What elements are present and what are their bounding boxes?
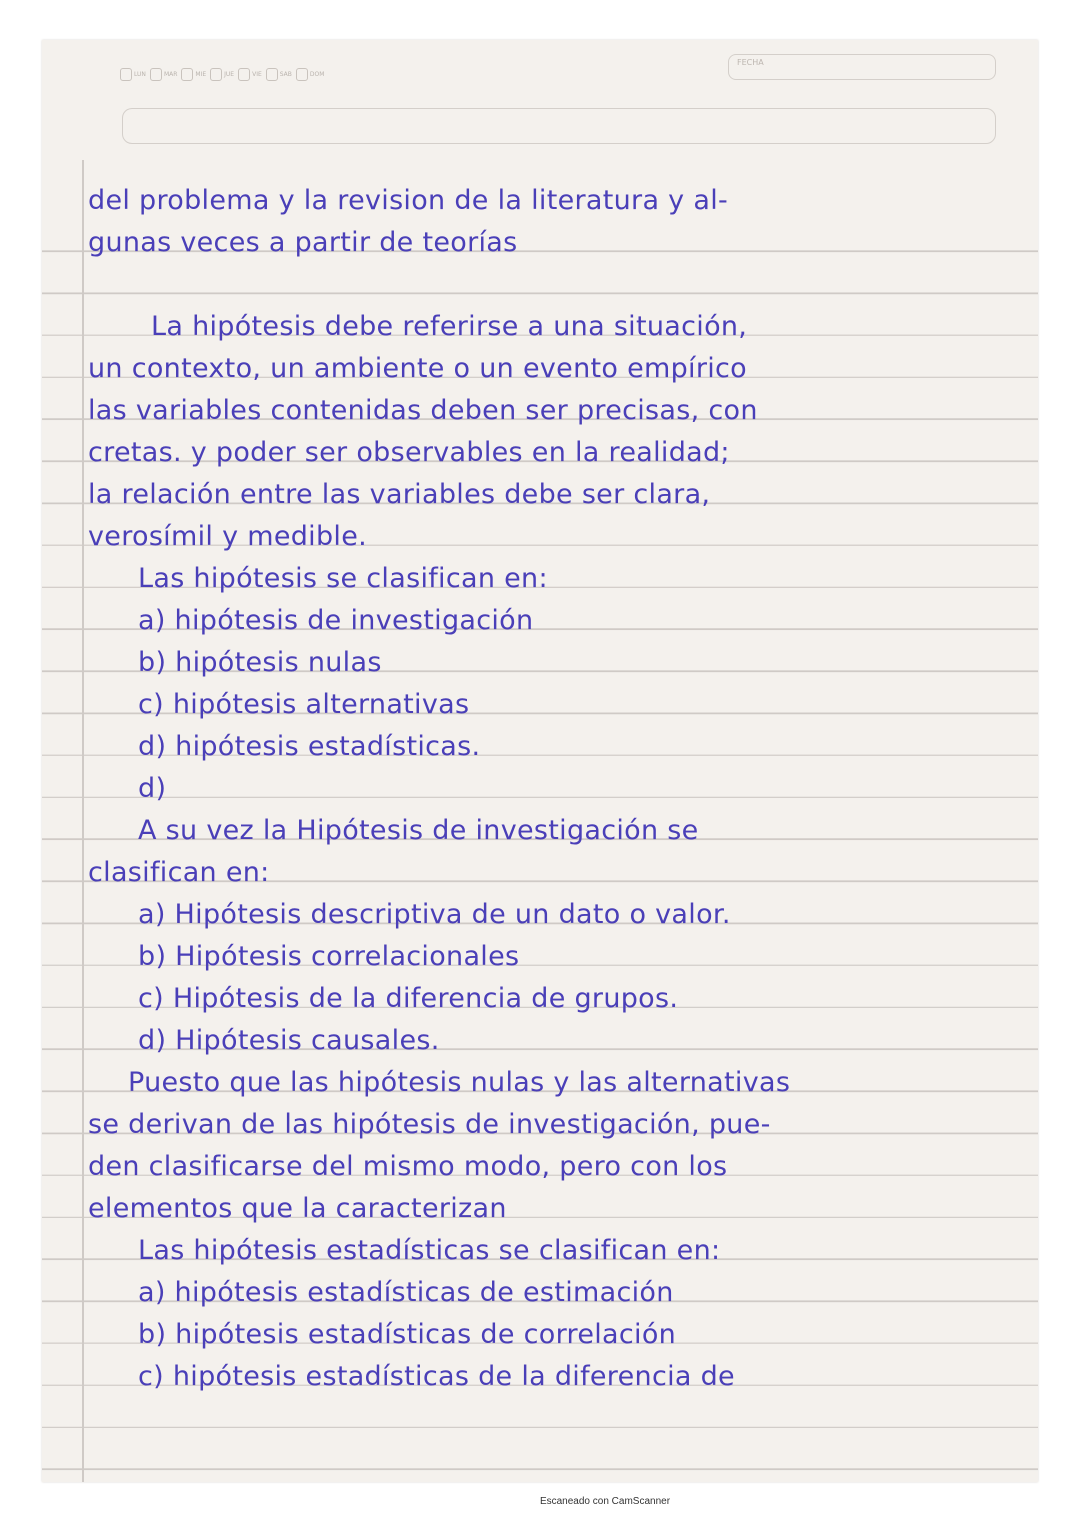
text-line: den clasificarse del mismo modo, pero con los [88, 1151, 728, 1182]
list-item: c) hipótesis estadísticas de la diferencia de [138, 1361, 735, 1392]
day-label: LUN [134, 71, 146, 78]
text-line: Puesto que las hipótesis nulas y las alternativas [128, 1067, 791, 1098]
text-line: La hipótesis debe referirse a una situación, [151, 311, 748, 342]
list-item: d) hipótesis estadísticas. [138, 731, 481, 762]
list-item: a) Hipótesis descriptiva de un dato o valor. [138, 899, 731, 930]
date-field [728, 54, 996, 80]
text-line: las variables contenidas deben ser precisas, con [88, 395, 758, 426]
day-checkbox [296, 68, 325, 81]
weekday-checkboxes [120, 68, 324, 81]
text-line: verosímil y medible. [88, 521, 368, 552]
list-item: d) [138, 773, 167, 804]
text-line: elementos que la caracterizan [88, 1193, 507, 1224]
day-label: DOM [309, 71, 325, 78]
day-label: JUE [224, 71, 235, 78]
title-field [122, 108, 996, 144]
list-item: c) Hipótesis de la diferencia de grupos. [138, 983, 679, 1014]
day-checkbox [120, 68, 146, 81]
day-checkbox [266, 68, 292, 81]
day-label: MAR [163, 71, 178, 78]
text-line: un contexto, un ambiente o un evento empírico [88, 353, 747, 384]
day-checkbox [210, 68, 234, 81]
day-label: SAB [279, 71, 292, 78]
date-label: FECHA [737, 58, 764, 67]
list-item: b) hipótesis nulas [138, 647, 382, 678]
scanner-watermark [0, 1496, 1080, 1507]
day-label: VIE [252, 71, 262, 78]
text-line: Las hipótesis estadísticas se clasifican en: [138, 1235, 721, 1266]
text-line: clasifican en: [88, 857, 270, 888]
list-item: b) Hipótesis correlacionales [138, 941, 520, 972]
text-line: A su vez la Hipótesis de investigación se [138, 815, 699, 846]
margin-rule [82, 160, 84, 1482]
list-item: a) hipótesis de investigación [138, 605, 534, 636]
day-label: MIE [195, 71, 207, 78]
text-line: la relación entre las variables debe ser clara, [88, 479, 711, 510]
day-checkbox [238, 68, 262, 81]
text-line: del problema y la revision de la literatura y al- [88, 185, 729, 216]
text-line: se derivan de las hipótesis de investigación, pue- [88, 1109, 771, 1140]
list-item: b) hipótesis estadísticas de correlación [138, 1319, 677, 1350]
day-checkbox [181, 68, 206, 81]
text-line: cretas. y poder ser observables en la realidad; [88, 437, 730, 468]
list-item: c) hipótesis alternativas [138, 689, 470, 720]
text-line: gunas veces a partir de teorías [88, 227, 518, 258]
list-item: a) hipótesis estadísticas de estimación [138, 1277, 674, 1308]
list-item: d) Hipótesis causales. [138, 1025, 440, 1056]
blank-line [88, 264, 1028, 306]
handwritten-text [88, 180, 1028, 1398]
text-line: Las hipótesis se clasifican en: [138, 563, 548, 594]
day-checkbox [150, 68, 177, 81]
scanner-text: Escaneado con CamScanner [539, 1496, 671, 1507]
